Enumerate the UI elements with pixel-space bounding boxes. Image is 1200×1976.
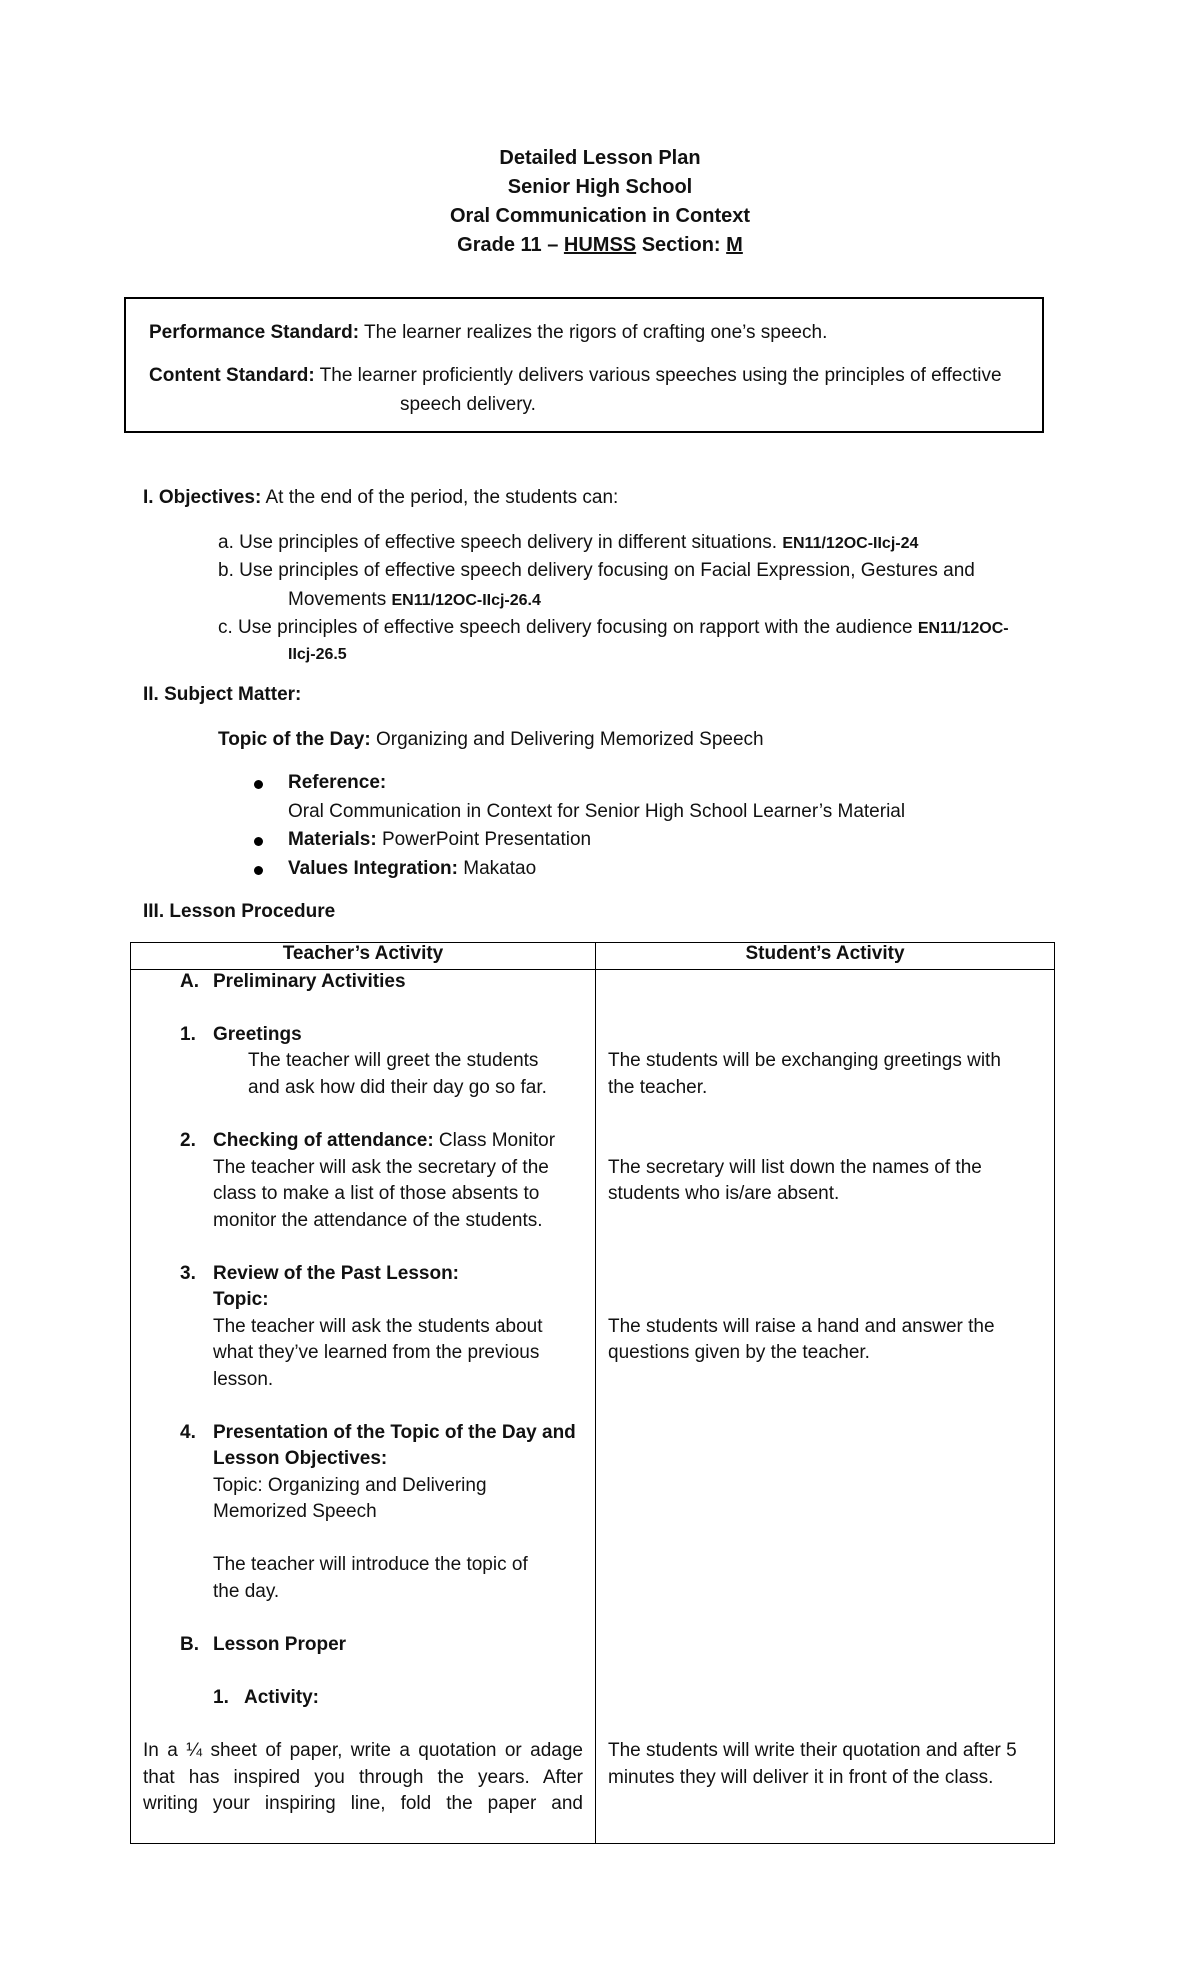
step-4-title-2: Lesson Objectives: [213, 1448, 388, 1469]
performance-text: The learner realizes the rigors of crafting one’s speech. [359, 322, 828, 343]
step-4-number: 4. [180, 1422, 196, 1443]
step-2-line-2: class to make a list of those absents to [213, 1183, 540, 1204]
step-2-title-rest: Class Monitor [433, 1130, 556, 1151]
content-text-1: The learner proficiently delivers various speeches using the principles of effective [314, 365, 1002, 386]
student-response-3-line-2: questions given by the teacher. [608, 1342, 870, 1363]
activity-line-1: In a ¼ sheet of paper, write a quotation or adage [143, 1740, 583, 1761]
objective-b-code: EN11/12OC-IIcj-26.4 [391, 592, 541, 609]
lesson-procedure-heading: III. Lesson Procedure [143, 901, 336, 922]
step-3-topic: Topic: [213, 1289, 269, 1310]
student-response-1-line-2: the teacher. [608, 1077, 708, 1098]
bullet-icon [254, 837, 263, 846]
step-1-title: Greetings [213, 1024, 302, 1045]
materials-text: PowerPoint Presentation [376, 829, 592, 850]
grade-prefix: Grade 11 – [457, 234, 564, 256]
step-2-title-bold: Checking of attendance: [213, 1130, 434, 1151]
student-activity-cell [596, 970, 1055, 1844]
doc-title: Detailed Lesson Plan [499, 147, 701, 169]
doc-grade-section [0, 231, 1200, 260]
col-teacher-header: Teacher’s Activity [131, 943, 596, 970]
objective-b: b. Use principles of effective speech delivery focusing on Facial Expression, Gestures and [218, 560, 975, 581]
student-response-2-line-1: The secretary will list down the names of the [608, 1157, 982, 1178]
step-3-title: Review of the Past Lesson: [213, 1263, 460, 1284]
reference-label: Reference: [288, 772, 387, 793]
reference-text: Oral Communication in Context for Senior High School Learner’s Material [288, 801, 906, 822]
objectives-label: I. Objectives: [143, 487, 262, 508]
table-row [131, 970, 1055, 1844]
content-standard [149, 365, 1002, 387]
values-line [288, 858, 536, 880]
step-1-line-1: The teacher will greet the students [248, 1050, 539, 1071]
materials-line [288, 829, 591, 851]
step-3-number: 3. [180, 1263, 196, 1284]
content-text-2: speech delivery. [400, 394, 536, 415]
student-response-2-line-2: students who is/are absent. [608, 1183, 840, 1204]
student-response-1-line-1: The students will be exchanging greetings with [608, 1050, 1001, 1071]
objective-c-code-1: EN11/12OC- [917, 620, 1009, 637]
step-2-title [213, 1130, 555, 1152]
activity-line-2: that has inspired you through the years. After [143, 1767, 583, 1788]
bullet-icon [254, 780, 263, 789]
step-2-line-3: monitor the attendance of the students. [213, 1210, 543, 1231]
step-2-number: 2. [180, 1130, 196, 1151]
objective-a-code: EN11/12OC-IIcj-24 [782, 535, 919, 552]
objective-a-text: a. Use principles of effective speech delivery in different situations. [218, 532, 783, 553]
section-value: M [726, 234, 743, 256]
step-4-title-1: Presentation of the Topic of the Day and [213, 1422, 576, 1443]
step-4-line-2: Memorized Speech [213, 1501, 377, 1522]
lesson-procedure-table [130, 942, 1055, 1844]
step-3-line-1: The teacher will ask the students about [213, 1316, 543, 1337]
activity-number: 1. [213, 1687, 229, 1708]
performance-label: Performance Standard: [149, 322, 360, 343]
step-4-line-3: The teacher will introduce the topic of [213, 1554, 528, 1575]
values-text: Makatao [457, 858, 537, 879]
objective-c [218, 617, 1009, 639]
performance-standard [149, 322, 827, 344]
content-label: Content Standard: [149, 365, 315, 386]
section-a-letter: A. [180, 971, 199, 992]
objective-b-cont [288, 589, 541, 611]
step-3-line-2: what they’ve learned from the previous [213, 1342, 540, 1363]
objectives-heading [143, 487, 618, 509]
student-response-4-line-2: minutes they will deliver it in front of the class. [608, 1767, 994, 1788]
bullet-icon [254, 866, 263, 875]
subject-matter-heading: II. Subject Matter: [143, 684, 302, 705]
objective-c-code-2: IIcj-26.5 [288, 646, 347, 663]
step-3-line-3: lesson. [213, 1369, 274, 1390]
topic-text: Organizing and Delivering Memorized Speech [370, 729, 764, 750]
step-4-line-4: the day. [213, 1581, 280, 1602]
table-header-row [131, 943, 1055, 970]
objective-a [218, 532, 918, 554]
objective-b-text-2: Movements [288, 589, 392, 610]
objective-c-text: c. Use principles of effective speech delivery focusing on rapport with the audience [218, 617, 918, 638]
topic-of-the-day [218, 729, 764, 751]
step-1-line-2: and ask how did their day go so far. [248, 1077, 547, 1098]
activity-title: Activity: [244, 1687, 319, 1708]
section-b-title: Lesson Proper [213, 1634, 347, 1655]
section-label: Section: [636, 234, 727, 256]
section-b-letter: B. [180, 1634, 199, 1655]
col-student-header: Student’s Activity [596, 943, 1055, 970]
teacher-activity-cell [131, 970, 596, 1844]
activity-line-3: writing your inspiring line, fold the paper and [143, 1793, 583, 1814]
step-1-number: 1. [180, 1024, 196, 1045]
document-header [0, 144, 1200, 260]
student-response-3-line-1: The students will raise a hand and answer the [608, 1316, 995, 1337]
values-label: Values Integration: [288, 858, 458, 879]
step-2-line-1: The teacher will ask the secretary of the [213, 1157, 549, 1178]
section-a-title: Preliminary Activities [213, 971, 406, 992]
objectives-intro: At the end of the period, the students can: [261, 487, 619, 508]
topic-label: Topic of the Day: [218, 729, 371, 750]
doc-school: Senior High School [507, 176, 693, 198]
doc-subject: Oral Communication in Context [449, 205, 751, 227]
materials-label: Materials: [288, 829, 377, 850]
standards-box [124, 297, 1044, 433]
strand: HUMSS [563, 234, 637, 256]
step-4-line-1: Topic: Organizing and Delivering [213, 1475, 487, 1496]
student-response-4-line-1: The students will write their quotation and after 5 [608, 1740, 1017, 1761]
